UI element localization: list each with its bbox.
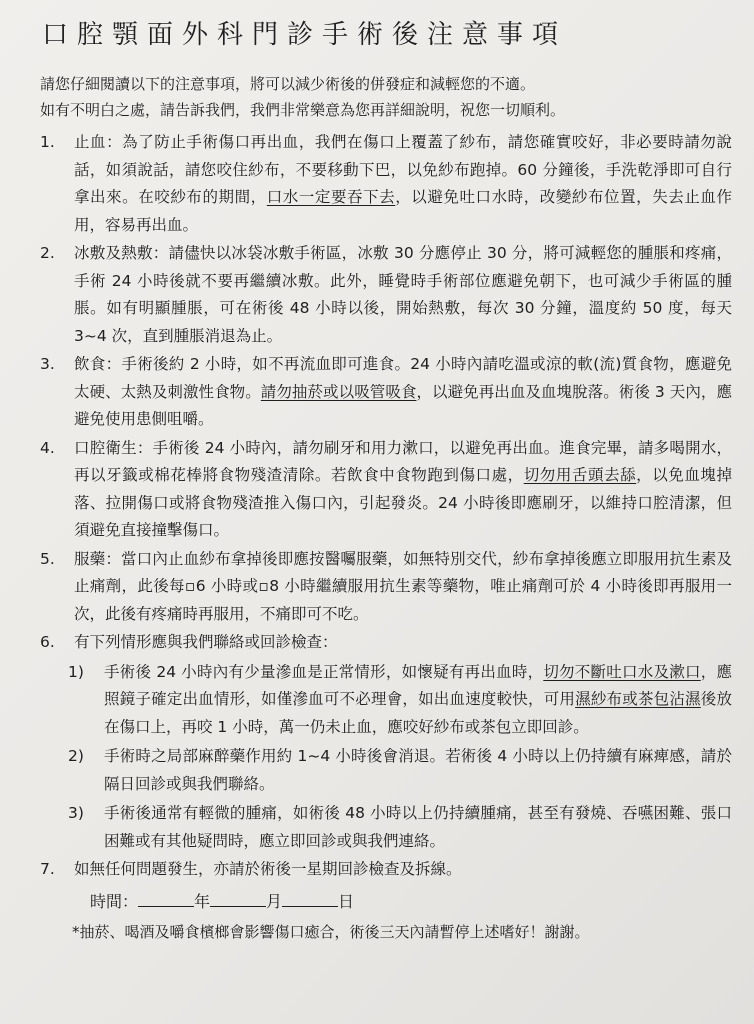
sub-item-text (104, 659, 732, 742)
sub-item-text (104, 743, 732, 798)
body-text: ，以避免再出血及血塊脫落。術後 3 天內，應避免使用患側咀嚼。 (74, 382, 732, 428)
item-text (74, 546, 732, 629)
body-text: 止血：為了防止手術傷口再出血，我們在傷口上覆蓋了紗布，請您確實咬好，非必要時請勿說話，如須說話，請您咬住紗布，不要移動下巴，以免紗布跑掉。60 分鐘後，手洗乾淨即可自行拿出來。在咬紗布的期間， (74, 133, 732, 206)
body-text: 後放在傷口上，再咬 1 小時，萬一仍未止血，應咬好紗布或茶包立即回診。 (104, 690, 732, 736)
year-label: 年 (194, 891, 211, 911)
intro-line: 如有不明白之處，請告訴我們，我們非常樂意為您再詳細說明，祝您一切順利。 (40, 101, 566, 119)
sub-item-number: 3) (68, 804, 84, 822)
item-text (74, 240, 732, 350)
instruction-item (40, 629, 732, 855)
body-text: 服藥：當口內止血紗布拿掉後即應按醫囑服藥，如無特別交代，紗布拿掉後應立即服用抗生素及止痛劑，此後每▫6 小時或▫8 小時繼續服用抗生素等藥物，唯止痛劑可於 4 小時後即再服用一次，此後有疼痛時再服用，不痛即可不吃。 (74, 549, 732, 623)
sub-item (68, 800, 732, 855)
item-number: 4. (40, 438, 55, 457)
item-text (68, 629, 732, 855)
body-text: 手術後通常有輕微的腫痛，如術後 48 小時以上仍持續腫痛，甚至有發燒、吞嚥困難、張口困難或有其他疑問時，應立即回診或與我們連絡。 (104, 804, 732, 850)
page-title: 口腔顎面外科門診手術後注意事項 (42, 20, 568, 50)
underlined-text: 口水一定要吞下去 (266, 188, 396, 206)
item-number: 3. (40, 355, 55, 373)
appointment-time-line (90, 888, 732, 916)
instruction-item (40, 546, 732, 629)
sub-list (68, 659, 732, 856)
body-text: 如無任何問題發生，亦請於術後一星期回診檢查及拆線。 (74, 860, 462, 878)
instruction-item (40, 435, 732, 545)
underlined-text: 切勿不斷吐口水及漱口 (543, 662, 701, 681)
instruction-item (40, 856, 732, 884)
item-number: 6. (40, 633, 55, 651)
underlined-text: 請勿抽菸或以吸管吸食 (260, 382, 417, 401)
month-blank (210, 890, 266, 907)
body-text: 有下列情形應與我們聯絡或回診檢查： (74, 633, 338, 651)
sub-item (68, 743, 732, 798)
time-label: 時間： (90, 891, 139, 911)
sub-item-text (104, 800, 732, 855)
underlined-text: 切勿用舌頭去舔 (523, 466, 637, 484)
body-text: 口腔衛生：手術後 24 小時內，請勿刷牙和用力漱口，以避免再出血。進食完畢，請多喝開水，再以牙籤或棉花棒將食物殘渣清除。若飲食中食物跑到傷口處， (74, 438, 732, 484)
item-text (74, 856, 732, 884)
instruction-item (40, 351, 732, 434)
sub-item (68, 659, 732, 742)
body-text: ，應照鏡子確定出血情形，如僅滲血可不必理會，如出血速度較快，可用 (104, 662, 732, 708)
intro-line: 請您仔細閱讀以下的注意事項，將可以減少術後的併發症和減輕您的不適。 (40, 75, 536, 93)
item-number: 5. (40, 549, 55, 568)
body-text: 手術時之局部麻醉藥作用約 1~4 小時後會消退。若術後 4 小時以上仍持續有麻痺感，請於隔日回診或與我們聯絡。 (104, 747, 732, 793)
body-text: 冰敷及熱敷：請儘快以冰袋冰敷手術區，冰敷 30 分應停止 30 分，將可減輕您的腫脹和疼痛，手術 24 小時後就不要再繼續冰敷。此外，睡覺時手術部位應避免朝下，也可減少手術區的腫脹。如有明顯腫脹，可在術後 48 小時以後，開始熱敷，每次 30 分鐘，溫度約 50 度，每天 3~4 次，直到腫脹消退為止。 (74, 244, 732, 345)
sub-item-number: 2) (68, 747, 84, 765)
day-blank (282, 890, 338, 907)
year-blank (138, 890, 194, 907)
body-text: ，以免血塊掉落、拉開傷口或將食物殘渣推入傷口內，引起發炎。24 小時後即應刷牙，以維持口腔清潔，但須避免直接撞擊傷口。 (74, 466, 732, 539)
item-number: 7. (40, 860, 55, 878)
body-text: 手術後 24 小時內有少量滲血是正常情形，如懷疑有再出血時， (104, 662, 544, 681)
month-label: 月 (266, 891, 283, 911)
instruction-item (40, 240, 732, 350)
underlined-text: 濕紗布或茶包沾濕 (575, 690, 701, 708)
body-text: 飲食：手術後約 2 小時，如不再流血即可進食。24 小時內請吃溫或涼的軟(流)質食物，應避免太硬、太熱及刺激性食物。 (74, 355, 732, 401)
body-text: ，以避免吐口水時，改變紗布位置，失去止血作用，容易再出血。 (74, 188, 732, 234)
instruction-list (40, 129, 732, 884)
day-label: 日 (338, 891, 355, 911)
footnote: *抽菸、喝酒及嚼食檳榔會影響傷口癒合，術後三天內請暫停上述嗜好！謝謝。 (72, 922, 590, 941)
item-text (74, 129, 732, 239)
item-number: 1. (40, 133, 55, 151)
item-number: 2. (40, 244, 55, 262)
item-text (74, 435, 732, 545)
sub-item-number: 1) (68, 662, 84, 681)
item-text (74, 351, 732, 434)
instruction-item (40, 129, 732, 239)
